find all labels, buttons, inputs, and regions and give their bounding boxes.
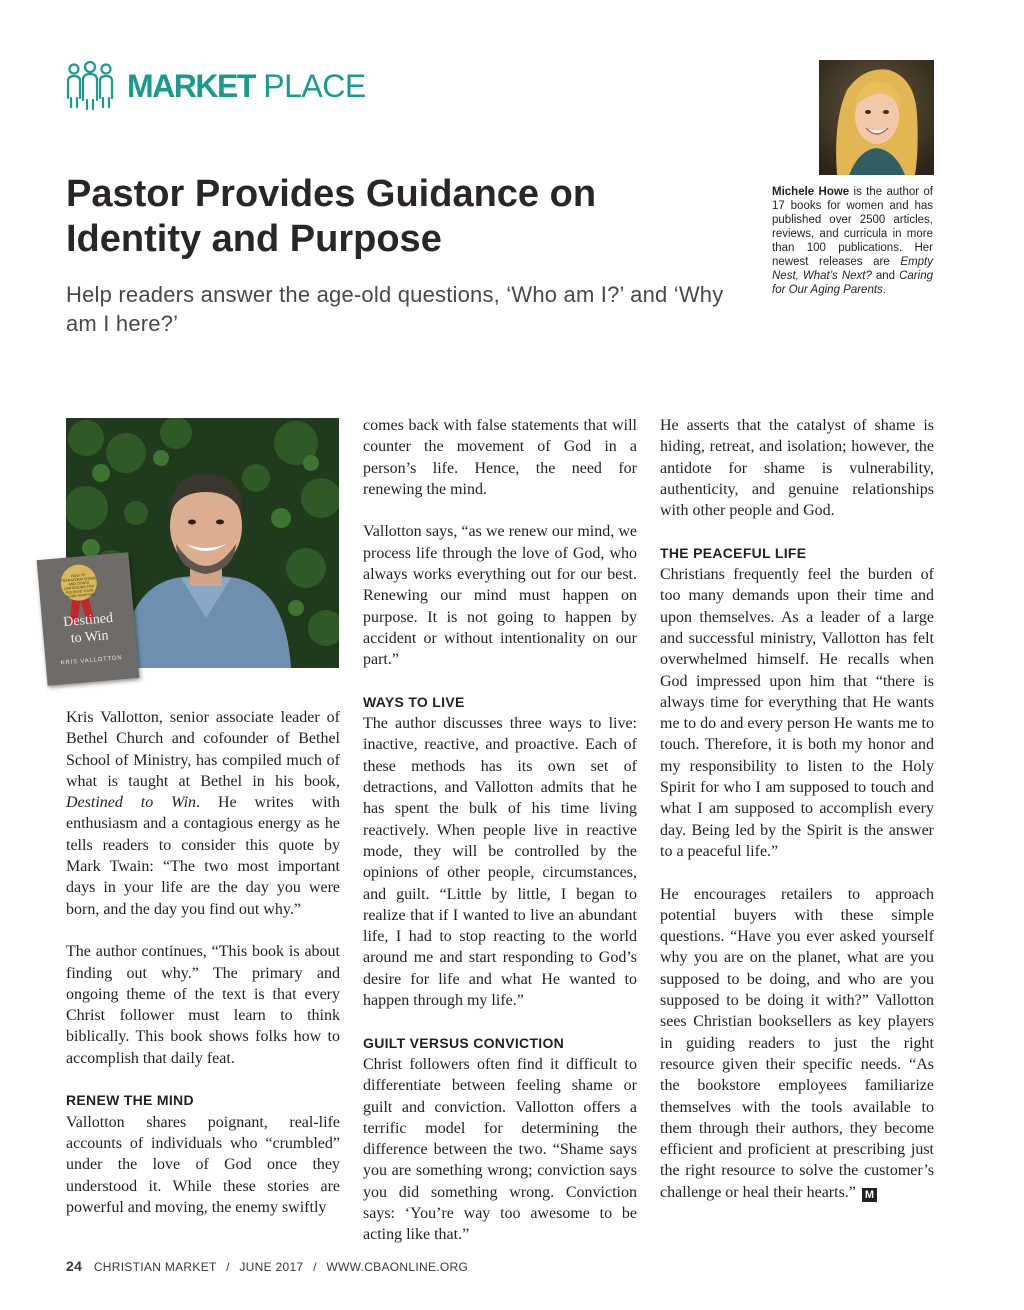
paragraph: Vallotton shares poignant, real-life accounts of individuals who “crumbled” under the love of God once they understood it. While these stories are powerful and moving, the enemy swiftly (66, 1113, 340, 1216)
author-bio-and: and (875, 270, 896, 282)
section-heading: WAYS TO LIVE (363, 693, 465, 710)
author-name: Michele Howe (772, 186, 850, 198)
paragraph-text: He encourages retailers to approach potential buyers with these simple questions. “Have you ever asked yourself why you are on the planet, what are you supposed to be doing, and who are you supposed to be doing it with?” Vallotton sees Christian booksellers as key players in guiding readers to just the right resource given their specific needs. “As the bookstore employees familiarize themselves with the tools available to them through their authors, they become efficient and proficient at prescribing just the right resource to solve the customer’s challenge or heal their hearts.” (660, 885, 934, 1201)
author-book-1: Empty Nest, What’s Next? (772, 256, 933, 282)
author-bio (772, 185, 933, 297)
section-heading: GUILT VERSUS CONVICTION (363, 1034, 565, 1051)
people-group-icon (66, 60, 114, 110)
paragraph: Christians frequently feel the burden of too many demands upon their time and upon themselves. As a leader of a large and successful ministry, Vallotton has felt overwhelmed himself. He recalls when God impressed upon him that “there is always time for everything that He wants me to do and every person He wants me to touch. Therefore, it is both my honor and my responsibility to listen to the Holy Spirit for who I am supposed to touch and what I am supposed to accomplish every day. Being led by the Spirit is the answer to a peaceful life.” (660, 566, 934, 860)
paragraph: The author continues, “This book is about finding out why.” The primary and ongoing theme of the text is that every Christ follower must learn to think biblically. This book shows folks how to accomplish that daily feat. (66, 943, 340, 1067)
paragraph (66, 707, 340, 920)
section-heading: RENEW THE MIND (66, 1092, 194, 1109)
book-title-ref: Destined to Win (66, 794, 197, 812)
brand-place: PLACE (263, 68, 366, 104)
end-mark-icon: M (862, 1188, 877, 1202)
body-column-3 (660, 415, 934, 1203)
footer-separator: / (313, 1260, 317, 1274)
paragraph-text: . He writes with enthusiasm and a contagious energy as he tells readers to consider this quote by Mark Twain: “The two most important days in your life are the day you were born, and the day you find out why.” (66, 794, 340, 918)
publication-name: CHRISTIAN MARKET (93, 1260, 217, 1274)
book-title (42, 608, 137, 650)
page-number: 24 (66, 1258, 83, 1274)
seal-text: HOW TO TRANSFORM SHAME AND OTHER LIMITATIONS FOR RELEASE YOUR DIVINE PURPOSE (60, 573, 97, 599)
section-heading: THE PEACEFUL LIFE (660, 544, 807, 561)
book-cover (37, 552, 140, 686)
author-photo (819, 60, 934, 175)
paragraph-text: Kris Vallotton, senior associate leader of Bethel Church and cofounder of Bethel School of Ministry, has compiled much of what is taught at Bethel in his book, (66, 709, 340, 790)
author-bio-end: . (882, 284, 886, 296)
article-deck: Help readers answer the age-old questions, ‘Who am I?’ and ‘Why am I here?’ (66, 282, 724, 336)
book-title-line-2: to Win (70, 628, 110, 647)
paragraph: The author discusses three ways to live: inactive, reactive, and proactive. Each of these methods has its own set of detractions, and Vallotton admits that he has spent the bulk of his time living reactively. When people live in reactive mode, they will be controlled by the opinions of other people, circumstances, and guilt. “Little by little, I began to realize that if I wanted to live an abundant life, I had to stop reacting to the world around me and start responding to God’s desire for life and what He wanted to happen through my life.” (363, 715, 637, 1010)
page-footer (66, 1258, 468, 1275)
paragraph (660, 884, 934, 1203)
paragraph: Christ followers often find it difficult to differentiate between feeling shame or guilt and conviction. Vallotton offers a terrific model for determining the difference between the two. “Shame says you are something wrong; conviction says you did something wrong. Conviction says: ‘You’re way too awesome to be acting like that.” (363, 1055, 637, 1244)
body-column-1 (66, 707, 340, 1218)
author-bio-intro: is the author of 17 books for women and has published over 2500 articles, reviews, and curricula in more than 100 publications. Her newest releases are (772, 186, 933, 268)
book-title-line-1: Destined (62, 610, 114, 631)
body-column-2 (363, 415, 637, 1246)
author-book-2: Caring for Our Aging Parents (772, 270, 933, 296)
website-link[interactable]: WWW.CBAONLINE.ORG (326, 1260, 469, 1274)
brand-market: MARKET (127, 68, 255, 104)
paragraph: comes back with false statements that will counter the movement of God in a person’s life. Hence, the need for renewing the mind. (363, 417, 637, 498)
paragraph: He asserts that the catalyst of shame is hiding, retreat, and isolation; however, the antidote for shame is vulnerability, authenticity, and genuine relationships with other people and God. (660, 417, 934, 520)
footer-separator: / (226, 1260, 230, 1274)
book-author: KRIS VALLOTTON (60, 655, 123, 667)
paragraph: Vallotton says, “as we renew our mind, we process life through the love of God, who always works everything out for our best. Renewing our mind must happen on purpose. It is not going to happen by accident or without intentionality on our part.” (363, 523, 637, 669)
section-brand (127, 68, 366, 104)
issue-date: JUNE 2017 (239, 1260, 304, 1274)
article-headline: Pastor Provides Guidance on Identity and Purpose (66, 173, 597, 260)
